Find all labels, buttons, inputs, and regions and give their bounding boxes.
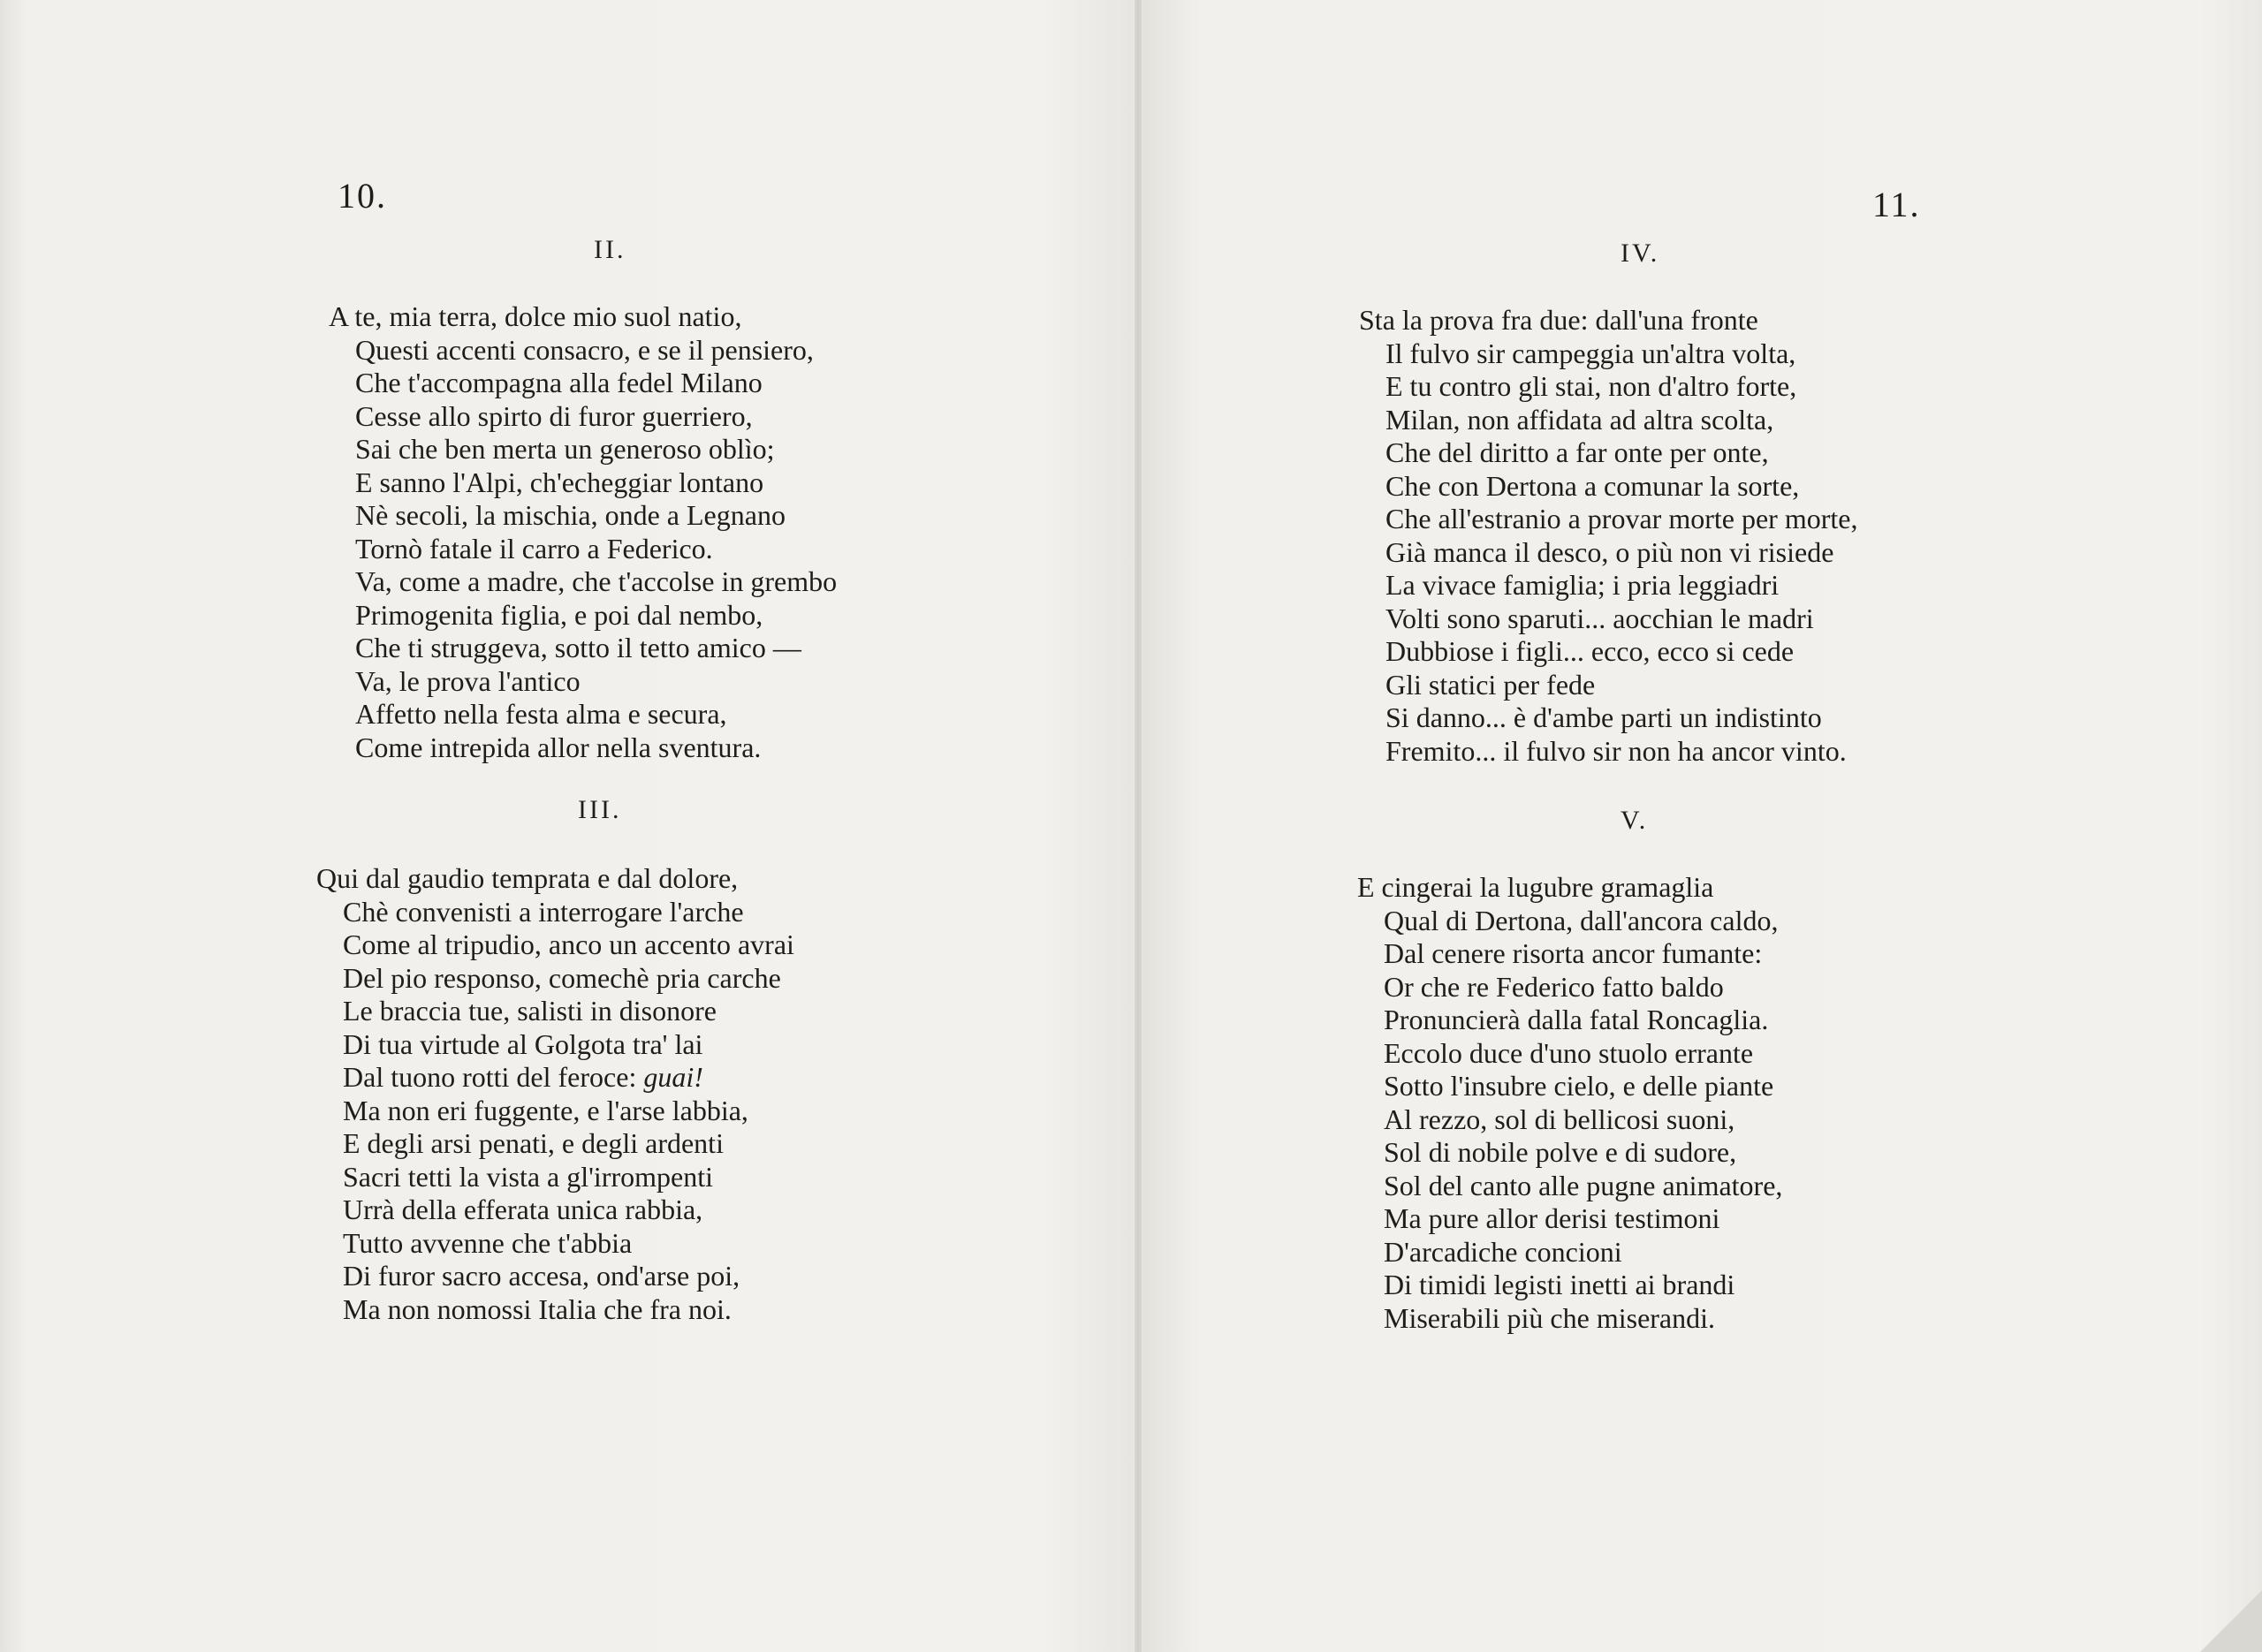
verse-line: Sacri tetti la vista a gl'irrompenti xyxy=(343,1160,713,1193)
verse-line: Milan, non affidata ad altra scolta, xyxy=(1385,403,1774,436)
right-page xyxy=(1140,0,2262,1652)
verse-line: Dal cenere risorta ancor fumante: xyxy=(1384,937,1763,969)
section-heading: IV. xyxy=(1621,239,1660,268)
verse-line: E cingerai la lugubre gramaglia xyxy=(1357,871,1714,903)
page-number: 11. xyxy=(1872,185,1921,224)
verse-line: Che ti struggeva, sotto il tetto amico — xyxy=(355,632,801,663)
verse-line: Ma pure allor derisi testimoni xyxy=(1384,1202,1720,1234)
verse-line: Sotto l'insubre cielo, e delle piante xyxy=(1384,1070,1774,1102)
section-heading: II. xyxy=(594,235,626,264)
verse-line: E sanno l'Alpi, ch'echeggiar lontano xyxy=(355,466,764,498)
verse-line: Come intrepida allor nella sventura. xyxy=(355,731,762,763)
verse-line: Che con Dertona a comunar la sorte, xyxy=(1385,469,1800,502)
page-corner-fold xyxy=(2200,1590,2262,1652)
section-heading: V. xyxy=(1621,806,1649,835)
verse-line: Sai che ben merta un generoso oblìo; xyxy=(355,433,775,465)
stanza xyxy=(329,300,837,764)
verse-line: Sol del canto alle pugne animatore, xyxy=(1384,1169,1783,1201)
verse-line: Primogenita figlia, e poi dal nembo, xyxy=(355,598,763,631)
verse-line: Eccolo duce d'uno stuolo errante xyxy=(1384,1036,1754,1069)
verse-line: Miserabili più che miserandi. xyxy=(1384,1301,1716,1334)
verse-line: Già manca il desco, o più non vi risiede xyxy=(1385,535,1834,568)
italic-word: guai! xyxy=(643,1061,703,1093)
stanza xyxy=(1357,871,1782,1335)
stanza xyxy=(316,862,794,1326)
verse-line: Ma non nomossi Italia che fra noi. xyxy=(343,1292,732,1325)
verse-line: Volti sono sparuti... aocchian le madri xyxy=(1385,602,1814,634)
verse-line: Come al tripudio, anco un accento avrai xyxy=(343,928,794,960)
verse-line: Chè convenisti a interrogare l'arche xyxy=(343,895,744,928)
verse-line: Nè secoli, la mischia, onde a Legnano xyxy=(355,499,786,531)
verse-line: Or che re Federico fatto baldo xyxy=(1384,970,1724,1003)
verse-line: Tornò fatale il carro a Federico. xyxy=(355,532,713,565)
verse-line: Si danno... è d'ambe parti un indistinto xyxy=(1385,701,1822,733)
verse-line: Va, le prova l'antico xyxy=(355,664,581,697)
verse-line: Le braccia tue, salisti in disonore xyxy=(343,995,717,1027)
verse-line: Qui dal gaudio temprata e dal dolore, xyxy=(316,862,739,894)
verse-line: E degli arsi penati, e degli ardenti xyxy=(343,1127,724,1159)
verse-line: Sol di nobile polve e di sudore, xyxy=(1384,1136,1737,1168)
verse-line: Al rezzo, sol di bellicosi suoni, xyxy=(1384,1103,1735,1135)
verse-line: Il fulvo sir campeggia un'altra volta, xyxy=(1385,337,1796,369)
verse-line: Cesse allo spirto di furor guerriero, xyxy=(355,399,753,432)
verse-line: Fremito... il fulvo sir non ha ancor vinto. xyxy=(1385,734,1847,767)
verse-line: A te, mia terra, dolce mio suol natio, xyxy=(329,300,742,332)
stanza xyxy=(1359,304,1857,768)
verse-line: Va, come a madre, che t'accolse in grembo xyxy=(355,565,838,597)
verse-line: Che t'accompagna alla fedel Milano xyxy=(355,367,763,398)
verse-line: Tutto avvenne che t'abbia xyxy=(343,1226,633,1259)
section-heading: III. xyxy=(578,795,622,824)
verse-line: D'arcadiche concioni xyxy=(1384,1235,1622,1268)
verse-line: Affetto nella festa alma e secura, xyxy=(355,698,727,730)
verse-line: Urrà della efferata unica rabbia, xyxy=(343,1194,703,1225)
verse-line: Di tua virtude al Golgota tra' lai xyxy=(343,1027,703,1060)
verse-line: La vivace famiglia; i pria leggiadri xyxy=(1385,569,1780,601)
verse-line: Ma non eri fuggente, e l'arse labbia, xyxy=(343,1094,748,1126)
verse-line: Gli statici per fede xyxy=(1385,668,1596,701)
verse-line: Di furor sacro accesa, ond'arse poi, xyxy=(343,1260,740,1292)
verse-line: Che all'estranio a provar morte per morte, xyxy=(1385,503,1858,534)
verse-line: E tu contro gli stai, non d'altro forte, xyxy=(1385,370,1797,402)
verse-line: Questi accenti consacro, e se il pensiero, xyxy=(355,333,814,366)
verse-line: Del pio responso, comechè pria carche xyxy=(343,961,781,994)
verse-line: Qual di Dertona, dall'ancora caldo, xyxy=(1384,904,1779,936)
verse-line: Sta la prova fra due: dall'una fronte xyxy=(1359,304,1758,336)
verse-line: Che del diritto a far onte per onte, xyxy=(1385,436,1769,468)
book-gutter xyxy=(1135,0,1142,1652)
verse-line: Di timidi legisti inetti ai brandi xyxy=(1384,1269,1735,1300)
verse-line: Pronuncierà dalla fatal Roncaglia. xyxy=(1384,1004,1769,1035)
verse-line: Dubbiose i figli... ecco, ecco si cede xyxy=(1385,635,1795,667)
page-number: 10. xyxy=(338,176,387,216)
verse-line xyxy=(316,1061,794,1095)
verse-line-text: Dal tuono rotti del feroce: xyxy=(343,1061,644,1093)
